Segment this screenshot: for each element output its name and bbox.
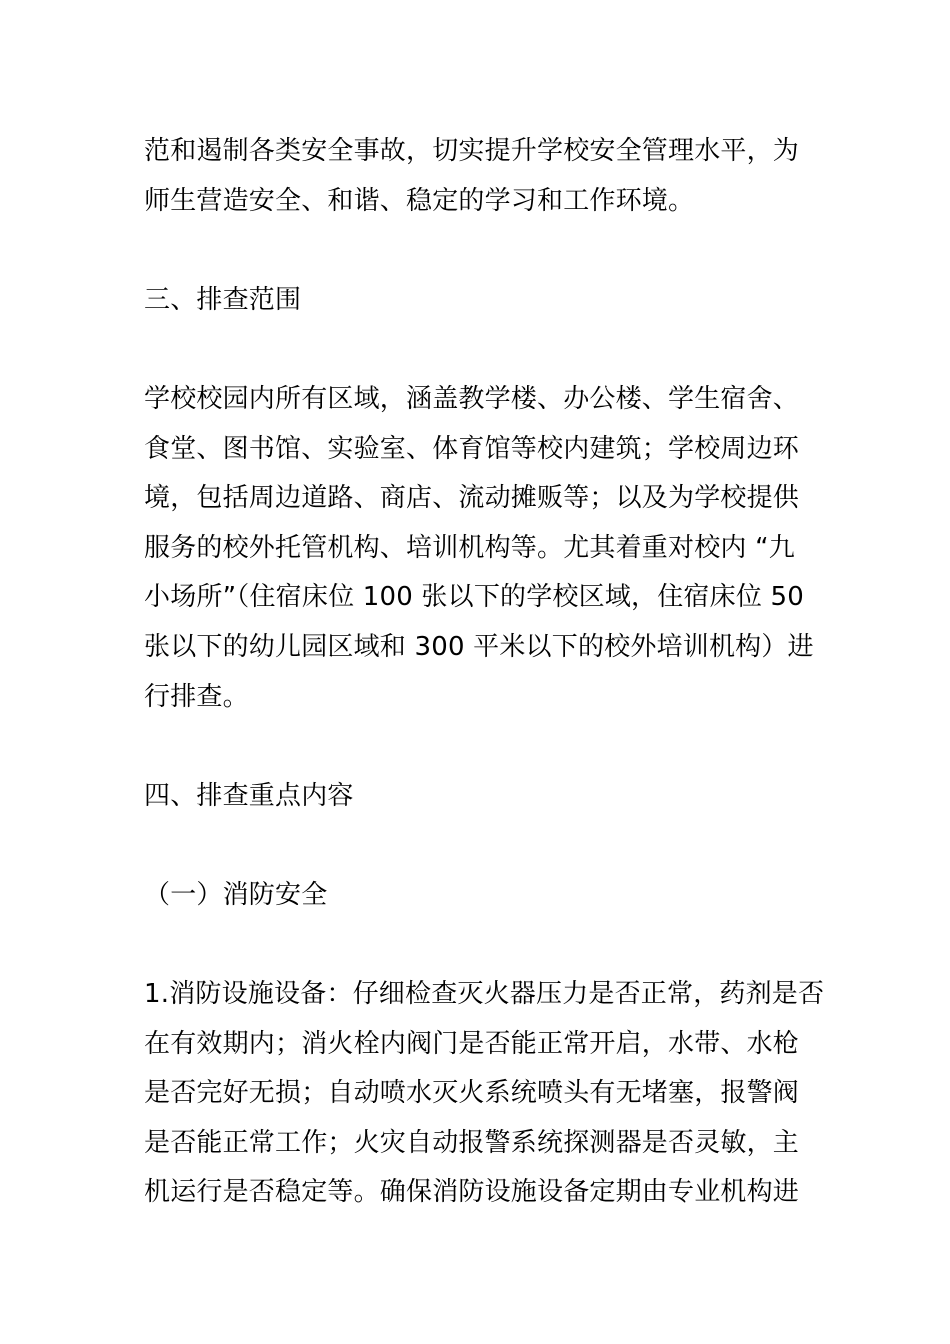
text-line: 小场所”（住宿床位 100 张以下的学校区域，住宿床位 50 bbox=[144, 582, 804, 613]
text-line: 范和遏制各类安全事故，切实提升学校安全管理水平，为 bbox=[144, 136, 800, 166]
text-line: 张以下的幼儿园区域和 300 平米以下的校外培训机构）进 bbox=[144, 631, 814, 662]
heading-text: 三、排查范围 bbox=[144, 284, 302, 315]
text-line: 机运行是否稳定等。确保消防设施设备定期由专业机构进 bbox=[144, 1177, 800, 1208]
text-line: 师生营造安全、和谐、稳定的学习和工作环境。 bbox=[144, 185, 695, 216]
section-heading-3 bbox=[144, 276, 810, 326]
text-line: 1.消防设施设备：仔细检查灭火器压力是否正常，药剂是否 bbox=[144, 979, 825, 1010]
text-line: 行排查。 bbox=[144, 681, 249, 712]
text-line: 学校校园内所有区域，涵盖教学楼、办公楼、学生宿舍、 bbox=[144, 383, 800, 414]
text-line: 是否完好无损；自动喷水灭火系统喷头有无堵塞，报警阀 bbox=[144, 1078, 800, 1109]
section-heading-4 bbox=[144, 772, 810, 822]
paragraph-scope bbox=[144, 375, 814, 722]
text-line: 服务的校外托管机构、培训机构等。尤其着重对校内 “九 bbox=[144, 532, 795, 563]
text-line: 是否能正常工作；火灾自动报警系统探测器是否灵敏，主 bbox=[144, 1127, 800, 1158]
subsection-heading-1 bbox=[144, 871, 810, 921]
document-body bbox=[144, 127, 825, 1218]
heading-text: 四、排查重点内容 bbox=[144, 780, 354, 811]
text-line: 食堂、图书馆、实验室、体育馆等校内建筑；学校周边环 bbox=[144, 433, 800, 464]
paragraph-intro bbox=[144, 127, 810, 226]
paragraph-fire-equipment bbox=[144, 970, 825, 1218]
text-line: 在有效期内；消火栓内阀门是否能正常开启，水带、水枪 bbox=[144, 1028, 800, 1059]
text-line: 境，包括周边道路、商店、流动摊贩等；以及为学校提供 bbox=[144, 483, 800, 514]
heading-text: （一）消防安全 bbox=[144, 879, 328, 910]
